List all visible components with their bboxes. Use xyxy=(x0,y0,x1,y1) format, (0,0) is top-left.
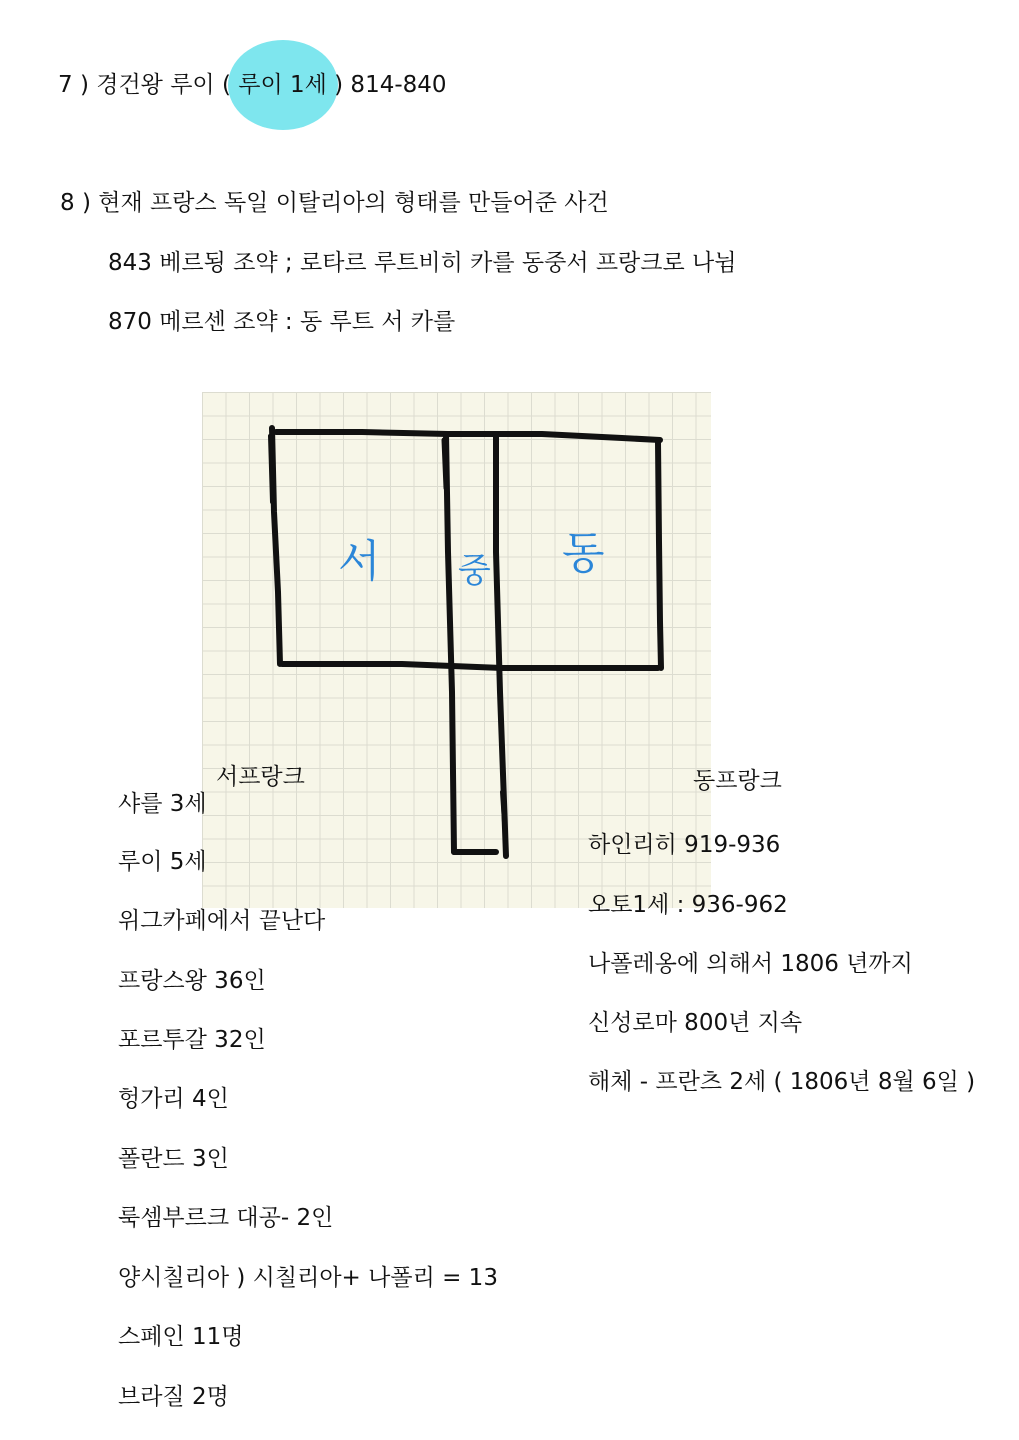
sketch-center-left-double xyxy=(444,440,446,488)
list-item: 스페인 11명 xyxy=(118,1324,244,1350)
list-item: 헝가리 4인 xyxy=(118,1086,229,1112)
sketch-right-border xyxy=(658,442,661,668)
list-item: 폴란드 3인 xyxy=(118,1146,229,1172)
sketch-top-border xyxy=(276,432,660,440)
list-item: 브라질 2명 xyxy=(118,1384,229,1410)
east-frank-title: 동프랑크 xyxy=(693,768,782,794)
list-item: 룩셈부르크 대공- 2인 xyxy=(118,1205,334,1231)
list-item: 신성로마 800년 지속 xyxy=(588,1010,803,1036)
map-label-west: 서 xyxy=(338,536,381,587)
list-item: 프랑스왕 36인 xyxy=(118,968,266,994)
list-item: 루이 5세 xyxy=(118,849,207,875)
item7-line xyxy=(58,70,447,100)
sketch-bottom-border xyxy=(282,664,658,668)
item8-verdun-treaty: 843 베르됭 조약 ; 로타르 루트비히 카를 동중서 프랑크로 나뉨 xyxy=(108,250,737,276)
sketch-left-border xyxy=(272,428,280,664)
sketch-left-double xyxy=(270,436,272,502)
list-item: 위그카페에서 끝난다 xyxy=(118,908,326,934)
map-label-east: 동 xyxy=(562,528,605,579)
item7-highlight: ( 루이 1세 ) xyxy=(221,72,344,98)
list-item: 오토1세 : 936-962 xyxy=(588,892,788,918)
list-item: 포르투갈 32인 xyxy=(118,1027,266,1053)
list-item: 나폴레옹에 의해서 1806 년까지 xyxy=(588,951,913,977)
item8-heading: 8 ) 현재 프랑스 독일 이탈리아의 형태를 만들어준 사건 xyxy=(60,190,609,216)
list-item: 하인리히 919-936 xyxy=(588,832,781,858)
west-frank-title: 서프랑크 xyxy=(216,764,305,790)
list-item: 해체 - 프란츠 2세 ( 1806년 8월 6일 ) xyxy=(588,1069,976,1095)
highlight-mark xyxy=(222,70,343,100)
item8-mersen-treaty: 870 메르센 조약 : 동 루트 서 카를 xyxy=(108,309,456,335)
list-item: 양시칠리아 ) 시칠리아+ 나폴리 = 13 xyxy=(118,1265,498,1291)
map-label-middle: 중 xyxy=(458,551,491,591)
list-item: 샤를 3세 xyxy=(118,791,207,817)
item7-prefix: 7 ) 경건왕 루이 xyxy=(58,72,215,98)
sketch-center-left xyxy=(446,434,454,852)
item7-suffix: 814-840 xyxy=(343,72,447,98)
